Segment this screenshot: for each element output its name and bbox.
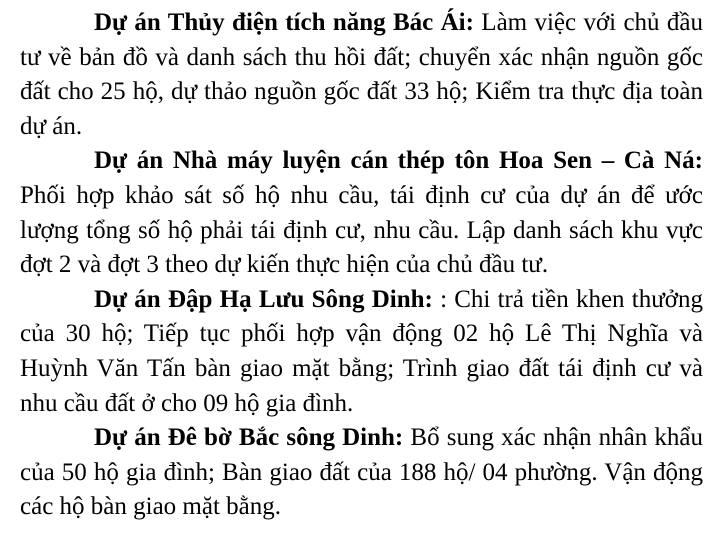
paragraph-bac-ai-project: [20, 6, 703, 144]
project-heading-bac-ai: Dự án Thủy điện tích năng Bác Ái:: [94, 9, 474, 36]
project-heading-de-bo-bac: Dự án Đê bờ Bắc sông Dinh:: [94, 424, 404, 452]
paragraph-dap-ha-luu-project: [20, 283, 703, 421]
project-heading-hoa-sen: Dự án Nhà máy luyện cán thép tôn Hoa Sen – Cà Ná:: [94, 147, 703, 175]
paragraph-body-bac-ai: Làm việc với chủ đầu tư về bản đồ và danh sách thu hồi đất; chuyển xác nhận nguồn gốc đất cho 25 hộ, dự thảo nguồn gốc đất 33 hộ; Kiểm tra thực địa toàn dự án.: [20, 9, 704, 140]
paragraph-hoa-sen-project: [20, 144, 703, 282]
project-heading-dap-ha-luu: Dự án Đập Hạ Lưu Sông Dinh:: [94, 285, 433, 313]
paragraph-body-dap-ha-luu: : Chi trả tiền khen thưởng của 30 hộ; Tiếp tục phối hợp vận động 02 hộ Lê Thị Nghĩa và Huỳnh Văn Tấn bàn giao mặt bằng; Trình giao đất tái định cư và nhu cầu đất ở cho 09 hộ gia đình.: [20, 285, 703, 417]
paragraph-body-hoa-sen: Phối hợp khảo sát số hộ nhu cầu, tái định cư của dự án để ước lượng tổng số hộ phải tái định cư, nhu cầu. Lập danh sách khu vực đợt 2 và đợt 3 theo dự kiến thực hiện của chủ đầu tư.: [20, 181, 703, 279]
paragraph-de-bo-bac-project: [20, 421, 703, 525]
paragraph-body-de-bo-bac: Bổ sung xác nhận nhân khẩu của 50 hộ gia đình; Bàn giao đất của 188 hộ/ 04 phường. Vận động các hộ bàn giao mặt bằng.: [20, 424, 703, 521]
